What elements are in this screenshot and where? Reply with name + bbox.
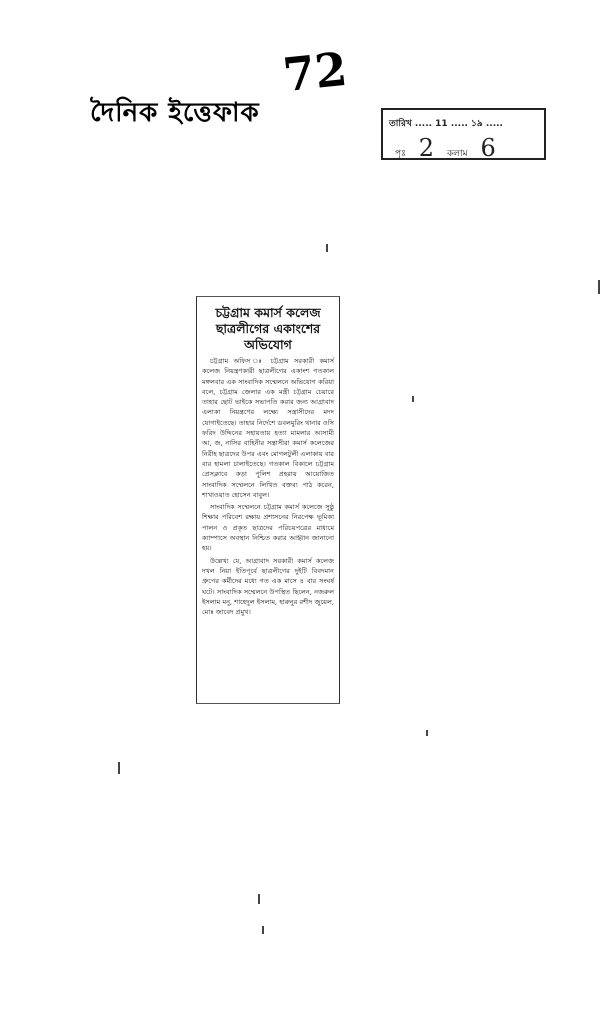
article-paragraph: উল্লেখ্য যে, আগ্রাবাদ সরকারী কমার্স কলেজ দখল নিয়া ইতিপূর্বে ছাত্রলীগের দুইটি বিবদমান গ্রুপের কর্মীদের মধ্যে গত এক মাসে ৪ বার সংঘর্ষ ঘটে। সাংবাদিক সম্মেলনে উপস্থিত ছিলেন, নজরুল ইসলাম মনু, শাহেদুল ইসলাম, হারুনুর রশীদ জুয়েল, মোঃ জাবেদ প্রমুখ। xyxy=(202,556,334,617)
stamp-page-value: 2 xyxy=(418,134,435,162)
scan-speck xyxy=(262,926,264,934)
newspaper-masthead: দৈনিক ইত্তেফাক xyxy=(90,98,260,128)
scan-speck xyxy=(326,244,328,252)
page-number-annotation: 72 xyxy=(280,41,350,103)
stamp-column-value: 6 xyxy=(480,134,496,162)
archive-stamp xyxy=(381,108,546,160)
article-headline: চট্টগ্রাম কমার্স কলেজ ছাত্রলীগের একাংশের অভিযোগ xyxy=(215,305,321,352)
stamp-column-label: কলাম xyxy=(446,149,468,159)
scan-speck xyxy=(412,396,414,402)
stamp-date: তারিখ ..... 11 ..... ১৯ ..... xyxy=(389,119,503,129)
article-body xyxy=(202,356,334,617)
article-paragraph: সাংবাদিক সম্মেলনে চট্টগ্রাম কমার্স কলেজে সুষ্ঠু শিক্ষার পরিবেশ রক্ষায় প্রশাসনের নিরপেক্ষ ভূমিকা পালন ও প্রকৃত ছাত্রদের পরিচয়পত্রের মাধ্যমে ক্যাম্পাসে অবস্থান নিশ্চিত করার আহ্বান জানানো হয়। xyxy=(202,503,334,553)
article-clipping xyxy=(196,296,340,704)
stamp-page-label: পৃঃ xyxy=(395,149,406,159)
article-paragraph: চট্টগ্রাম অফিস ঃ চট্টগ্রাম সরকারী কমার্স কলেজ নিয়ন্ত্রণকারী ছাত্রলীগের একাংশ গতকাল মঙ্গলবার এক সাংবাদিক সম্মেলনে অভিযোগ করিয়া বলে, চট্টগ্রাম জেলার এক মন্ত্রী চট্টগ্রাম চেয়ারে তাহার ছোট ভাইকে সভাপতি করার জন্য আগ্রাবাদ এলাকা নিয়ন্ত্রণের লক্ষ্যে সন্ত্রাসীদের মদদ যোগাইতেছে। তাহার নির্দেশে ডবলমুরিং থানার ওসি ফরিদ উদ্দিনের সহায়তায় হত্যা মামলার আসামী আ, জ, নাসির বাহিনীর সন্ত্রাসীরা কমার্স কলেজের নিরীহ ছাত্রদের উপর এবং মোগলটুলী এলাকায় বার বার হামলা চালাইতেছে। গতকাল বিকালে চট্টগ্রাম প্রেসক্লাবে কড়া পুলিশ প্রহরায় আয়োজিত সাংবাদিক সম্মেলনে লিখিত বক্তব্য পাঠ করেন, শাখাওয়াত হোসেন বাবুল। xyxy=(202,357,334,499)
scan-speck xyxy=(426,730,428,736)
scan-speck xyxy=(598,280,600,294)
scan-speck xyxy=(118,762,120,774)
scan-speck xyxy=(258,894,260,904)
